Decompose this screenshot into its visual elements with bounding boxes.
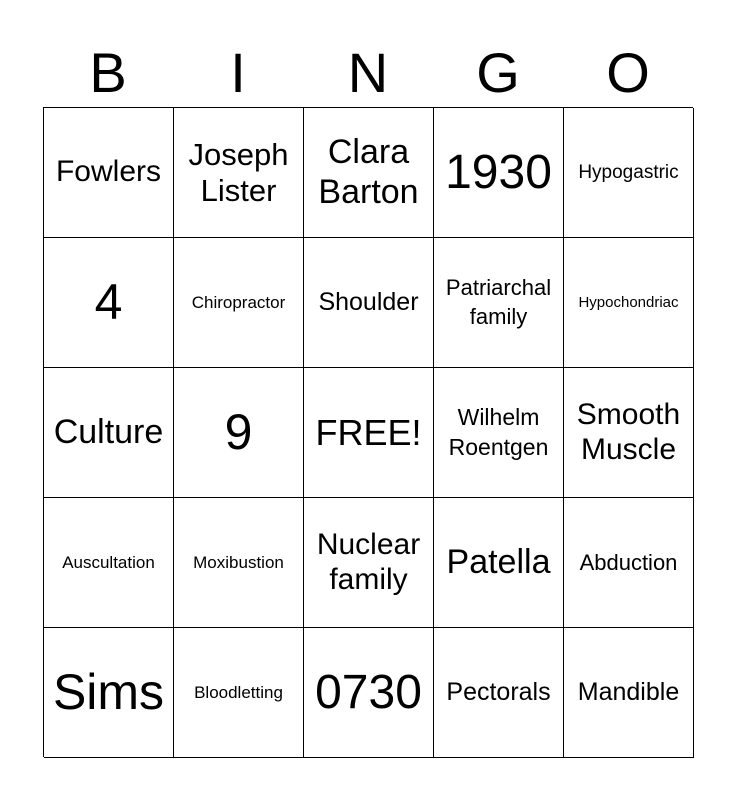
bingo-cell[interactable] [304,238,434,368]
cell-label: Clara Barton [318,133,419,211]
free-space-cell[interactable] [304,368,434,498]
bingo-header [43,38,693,108]
bingo-cell[interactable] [564,498,694,628]
bingo-cell[interactable] [564,628,694,758]
cell-label: Joseph Lister [188,136,289,208]
cell-label: Patella [446,542,551,581]
bingo-cell[interactable] [304,628,434,758]
bingo-cell[interactable] [44,498,174,628]
cell-label: Moxibustion [193,552,284,572]
bingo-cell[interactable] [434,498,564,628]
bingo-cell[interactable] [434,108,564,238]
bingo-cell[interactable] [434,628,564,758]
cell-label: Chiropractor [191,292,286,312]
bingo-cell[interactable] [174,238,304,368]
bingo-cell[interactable] [174,368,304,498]
cell-label: Bloodletting [194,682,283,702]
bingo-cell[interactable] [44,238,174,368]
cell-label: Auscultation [62,552,155,572]
cell-label: Abduction [579,549,678,575]
cell-label: Wilhelm Roentgen [448,404,549,460]
cell-label: Smooth Muscle [576,398,681,466]
cell-label: 0730 [315,665,422,719]
cell-label: 4 [94,273,123,330]
cell-label: Hypogastric [578,161,679,183]
cell-label: Sims [52,663,165,720]
bingo-cell[interactable] [174,498,304,628]
bingo-cell[interactable] [434,368,564,498]
header-letter-b: B [89,41,127,104]
cell-label: Hypochondriac [578,293,679,311]
bingo-cell[interactable] [44,108,174,238]
cell-label: Culture [53,412,164,451]
bingo-cell[interactable] [174,108,304,238]
cell-label: Mandible [577,678,680,707]
bingo-cell[interactable] [564,368,694,498]
bingo-cell[interactable] [434,238,564,368]
header-letter-g: G [476,41,520,104]
bingo-cell[interactable] [44,368,174,498]
bingo-cell[interactable] [174,628,304,758]
header-letter-n: N [347,41,389,104]
bingo-cell[interactable] [304,498,434,628]
bingo-cell[interactable] [44,628,174,758]
cell-label: Shoulder [318,288,419,317]
bingo-board [43,107,693,757]
cell-label: Nuclear family [316,528,421,596]
header-letter-i: I [230,41,246,104]
cell-label: 9 [224,403,253,460]
cell-label: Patriarchal family [445,275,552,329]
cell-label: Fowlers [55,155,161,189]
bingo-cell[interactable] [304,108,434,238]
bingo-cell[interactable] [564,238,694,368]
free-space-label: FREE! [315,411,422,453]
bingo-cell[interactable] [564,108,694,238]
cell-label: Pectorals [446,678,551,707]
header-letter-o: O [606,41,650,104]
cell-label: 1930 [445,145,552,199]
